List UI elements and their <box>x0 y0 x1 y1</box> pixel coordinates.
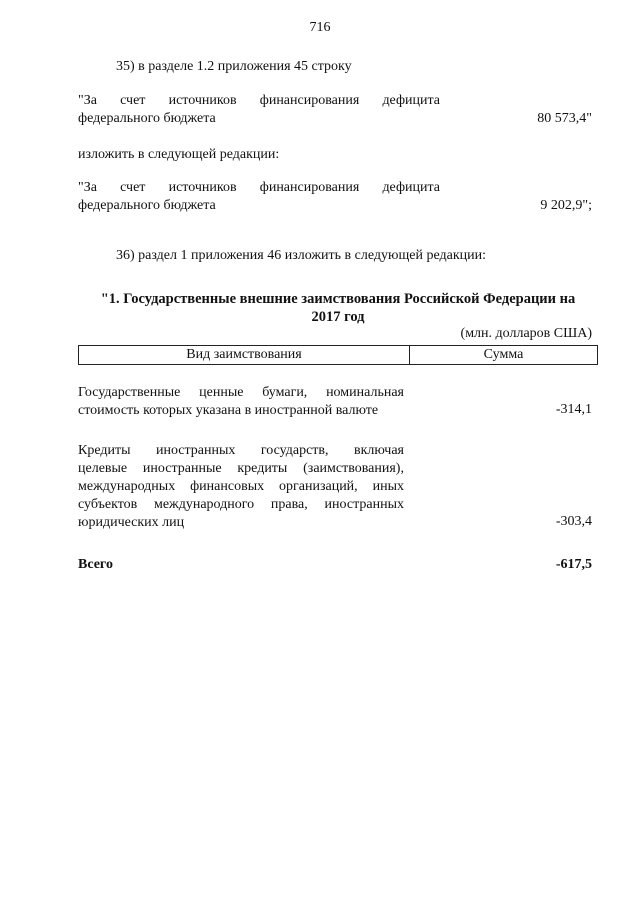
word: финансирования <box>259 93 360 108</box>
word: международного <box>153 497 255 512</box>
word: права, <box>270 497 308 512</box>
word: государств, <box>260 443 329 458</box>
header-kind: Вид заимствования <box>79 346 410 364</box>
word: ценные <box>199 385 244 400</box>
word: источников <box>168 180 237 195</box>
section-title-line1: "1. Государственные внешние заимствования Российской Федерации на <box>100 291 576 307</box>
total-label: Всего <box>78 557 113 572</box>
row-line <box>78 460 404 478</box>
row-line <box>78 402 404 420</box>
word: финансовых <box>190 479 265 494</box>
section-title-line2: 2017 год <box>311 309 365 325</box>
word: номинальная <box>326 385 404 400</box>
word: иных <box>372 479 404 494</box>
word: (заимствования), <box>303 461 404 476</box>
old-row-amount: 80 573,4" <box>537 111 592 126</box>
page-number: 716 <box>309 20 331 35</box>
table-header <box>78 345 598 365</box>
old-row-line1 <box>78 93 440 109</box>
word: кредиты <box>237 461 288 476</box>
old-row-line2: федерального бюджета <box>78 111 216 126</box>
word: счет <box>120 93 146 108</box>
word: дефицита <box>382 180 440 195</box>
section-title <box>78 290 598 326</box>
word: международных <box>78 479 176 494</box>
row-line <box>78 478 404 496</box>
word: счет <box>120 180 146 195</box>
word: финансирования <box>259 180 360 195</box>
unit-note: (млн. долларов США) <box>460 326 592 341</box>
row-line <box>78 384 404 402</box>
table-row-1-amount: -314,1 <box>555 402 592 417</box>
word: Кредиты <box>78 443 131 458</box>
header-sum: Сумма <box>483 347 524 362</box>
word: юридических лиц <box>78 515 185 530</box>
word: иностранных <box>324 497 404 512</box>
table-row-1-label <box>78 384 404 420</box>
total-amount: -617,5 <box>555 557 592 572</box>
word: иностранные <box>142 461 222 476</box>
word: стоимость которых указана в иностранной валюте <box>78 403 379 418</box>
new-row-line2: федерального бюджета <box>78 198 216 213</box>
table-row-2-amount: -303,4 <box>555 514 592 529</box>
word: Государственные <box>78 385 181 400</box>
item-35-intro: 35) в разделе 1.2 приложения 45 строку <box>116 59 352 74</box>
row-line <box>78 496 404 514</box>
word: дефицита <box>382 93 440 108</box>
replace-text: изложить в следующей редакции: <box>78 147 280 162</box>
word: "За <box>78 93 97 108</box>
new-row-line1 <box>78 180 440 196</box>
word: источников <box>168 93 237 108</box>
word: бумаги, <box>262 385 308 400</box>
row-line <box>78 514 404 532</box>
row-line <box>78 442 404 460</box>
word: организаций, <box>279 479 358 494</box>
new-row-amount: 9 202,9"; <box>540 198 592 213</box>
word: включая <box>353 443 404 458</box>
table-row-2-label <box>78 442 404 532</box>
item-36-intro: 36) раздел 1 приложения 46 изложить в следующей редакции: <box>116 248 486 263</box>
word: иностранных <box>155 443 236 458</box>
word: субъектов <box>78 497 138 512</box>
word: "За <box>78 180 97 195</box>
word: целевые <box>78 461 128 476</box>
